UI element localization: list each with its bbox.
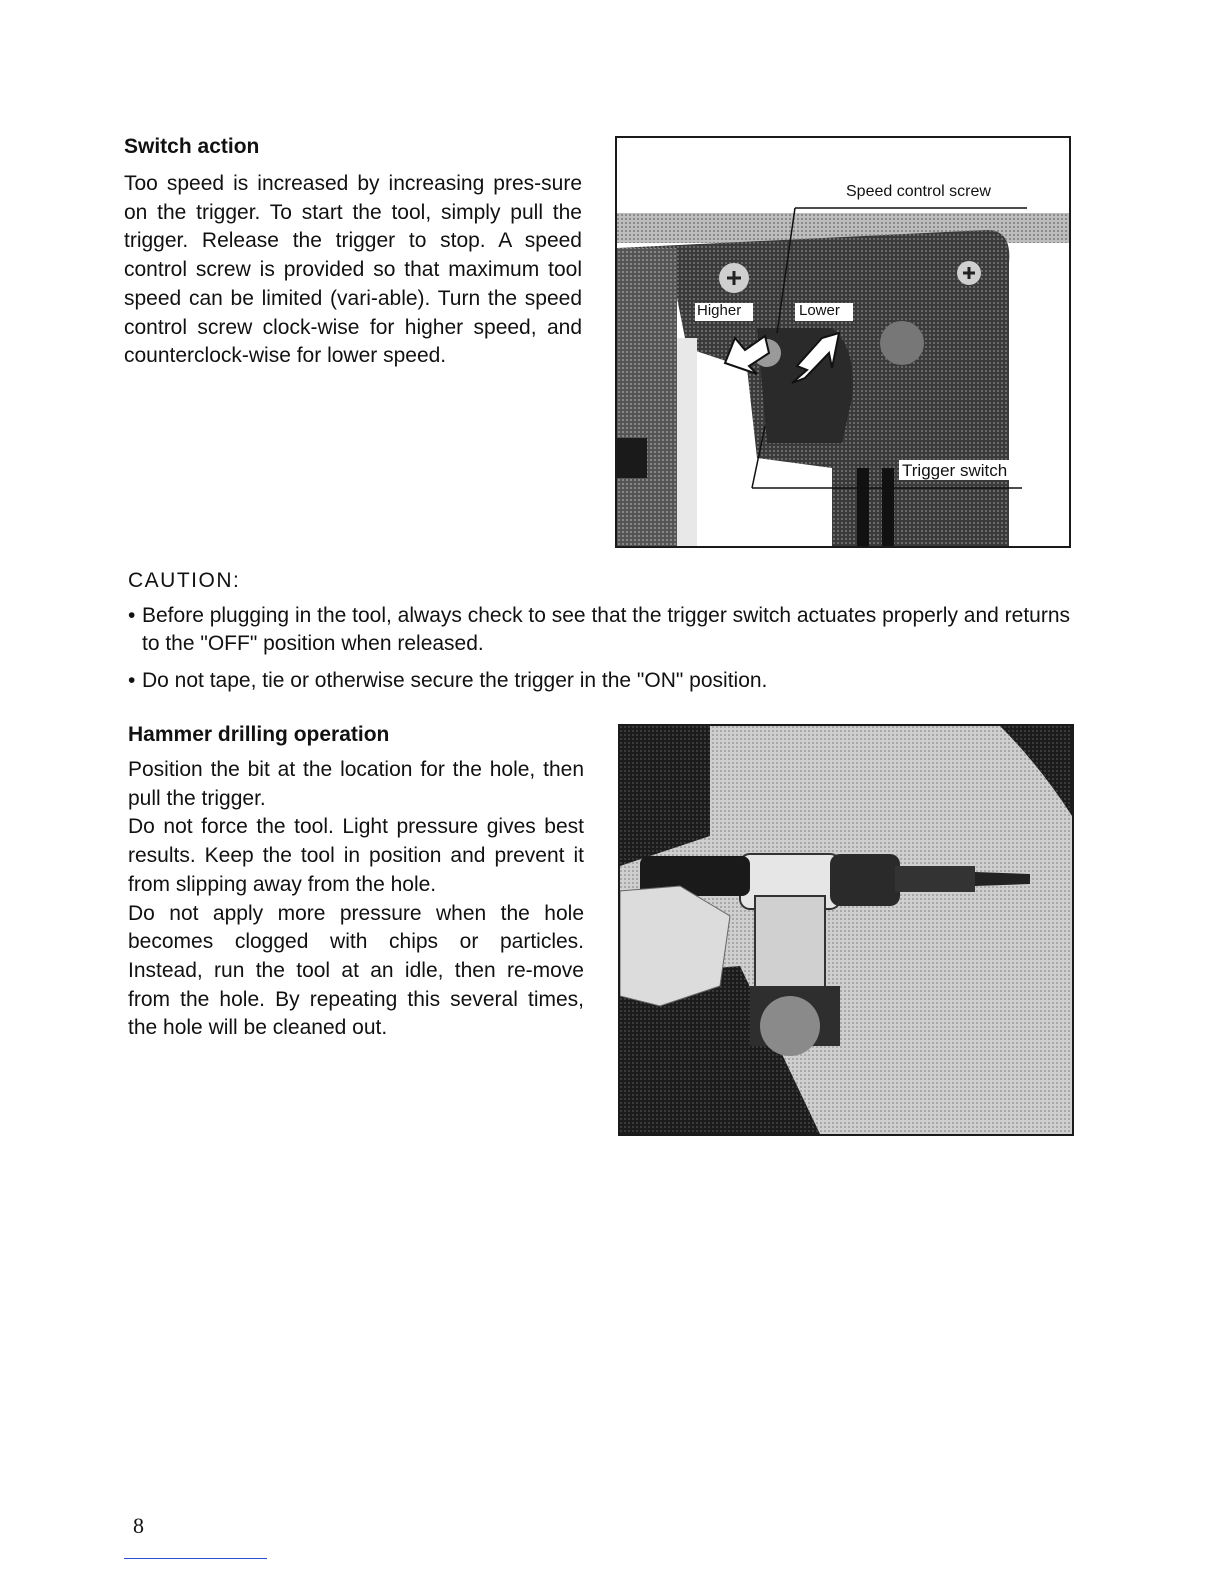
page-number: 8 [133, 1513, 144, 1538]
switch-action-heading: Switch action [124, 135, 260, 158]
hammer-drilling-body [128, 756, 584, 1043]
drilling-photo [618, 724, 1074, 1136]
caution-bullet [128, 667, 1088, 695]
caution-bullet [128, 602, 1088, 658]
caution-bullet-text: Do not tape, tie or otherwise secure the trigger in the "ON" position. [142, 669, 768, 692]
higher-label: Higher [697, 302, 742, 319]
drill-switch-illustration [617, 138, 1069, 546]
hammer-drilling-paragraph: Do not force the tool. Light pressure gives best results. Keep the tool in position and prevent it from slipping away from the hole. [128, 815, 584, 896]
switch-action-paragraph: Too speed is increased by increasing pres-sure on the trigger. To start the tool, simply pull the trigger. Release the trigger to stop. A speed control screw is provided so that maximum tool speed can be limited (vari-able). Turn the speed control screw clock-wise for higher speed, and counterclock-wise for lower speed. [124, 172, 582, 368]
caution-title: CAUTION: [128, 569, 241, 592]
speed-control-screw-label: Speed control screw [846, 183, 991, 200]
caution-bullet-text: Before plugging in the tool, always check to see that the trigger switch actuates properly and returns to the "OFF" position when released. [142, 604, 1071, 655]
switch-figure [615, 136, 1071, 548]
hammer-drilling-heading: Hammer drilling operation [128, 723, 390, 746]
hammer-drilling-paragraph: Position the bit at the location for the hole, then pull the trigger. [128, 758, 584, 810]
footer-divider [124, 1558, 267, 1559]
switch-action-body [124, 170, 582, 371]
trigger-switch-label: Trigger switch [902, 461, 1008, 480]
bullet-icon: • [128, 604, 136, 627]
lower-label: Lower [799, 302, 840, 319]
hammer-drilling-illustration [620, 726, 1072, 1134]
hammer-drilling-paragraph: Do not apply more pressure when the hole becomes clogged with chips or particles. Instead, run the tool at an idle, then re-move from the hole. By repeating this several times, the hole will be cleaned out. [128, 901, 584, 1040]
bullet-icon: • [128, 669, 136, 692]
